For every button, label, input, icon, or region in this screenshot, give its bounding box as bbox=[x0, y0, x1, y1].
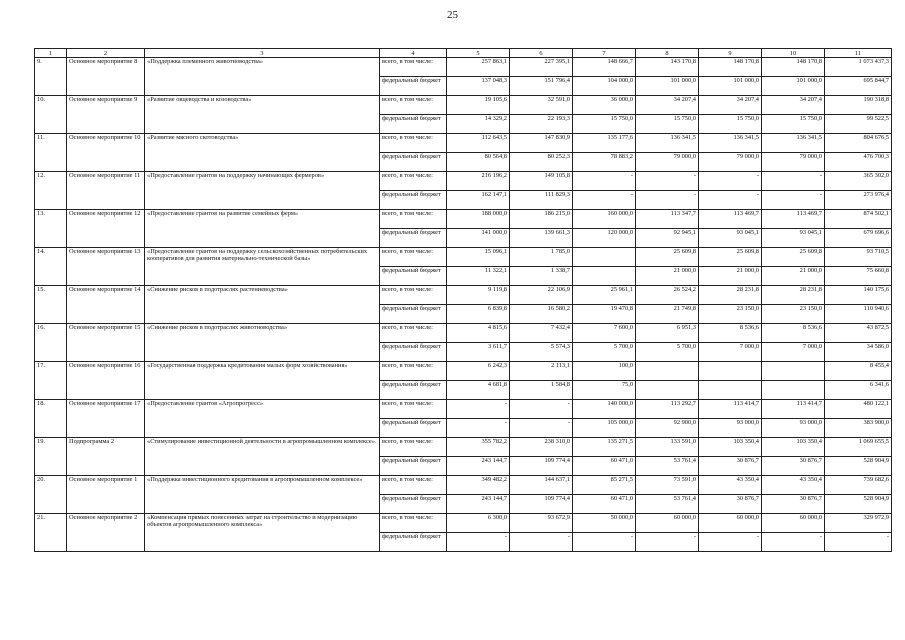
federal-value: - bbox=[573, 533, 636, 552]
federal-value: 79 000,0 bbox=[699, 153, 762, 172]
table-body bbox=[35, 49, 892, 552]
federal-value: 15 750,0 bbox=[636, 115, 699, 134]
total-value: 136 341,5 bbox=[762, 134, 825, 153]
total-value: - bbox=[573, 172, 636, 191]
federal-value: 11 322,1 bbox=[447, 267, 510, 286]
row-number: 20. bbox=[35, 476, 67, 514]
total-value bbox=[762, 362, 825, 381]
column-number-10: 10 bbox=[762, 49, 825, 58]
column-number-row bbox=[35, 49, 892, 58]
total-value: 32 591,0 bbox=[510, 96, 573, 115]
budget-table bbox=[34, 48, 892, 552]
federal-value: 243 144,7 bbox=[447, 495, 510, 514]
federal-value: 105 000,0 bbox=[573, 419, 636, 438]
funding-total-label: всего, в том числе: bbox=[380, 134, 447, 153]
table-row bbox=[35, 514, 892, 533]
funding-federal-label: федеральный бюджет bbox=[380, 495, 447, 514]
federal-value: - bbox=[762, 191, 825, 210]
federal-value: 15 750,0 bbox=[699, 115, 762, 134]
measure-type: Основное мероприятие 17 bbox=[67, 400, 145, 438]
column-number-9: 9 bbox=[699, 49, 762, 58]
row-number: 17. bbox=[35, 362, 67, 400]
total-value: 9 119,8 bbox=[447, 286, 510, 305]
total-value: 186 215,0 bbox=[510, 210, 573, 229]
total-value: 15 096,1 bbox=[447, 248, 510, 267]
table-row bbox=[35, 286, 892, 305]
table-row bbox=[35, 210, 892, 229]
total-value: 113 292,7 bbox=[636, 400, 699, 419]
federal-value: 60 471,0 bbox=[573, 457, 636, 476]
funding-federal-label: федеральный бюджет bbox=[380, 77, 447, 96]
total-value: 148 170,8 bbox=[699, 58, 762, 77]
federal-value: 79 000,0 bbox=[762, 153, 825, 172]
total-value: 160 000,0 bbox=[573, 210, 636, 229]
column-number-2: 2 bbox=[67, 49, 145, 58]
total-value: 73 591,0 bbox=[636, 476, 699, 495]
table-row bbox=[35, 324, 892, 343]
row-number: 14. bbox=[35, 248, 67, 286]
total-value: 1 073 437,3 bbox=[825, 58, 892, 77]
total-value: - bbox=[636, 172, 699, 191]
funding-total-label: всего, в том числе: bbox=[380, 438, 447, 457]
measure-name: «Компенсация прямых понесенных затрат на строительство и модернизацию объектов агропромышленного комплекса» bbox=[145, 514, 380, 552]
federal-value: 78 883,2 bbox=[573, 153, 636, 172]
funding-total-label: всего, в том числе: bbox=[380, 362, 447, 381]
funding-total-label: всего, в том числе: bbox=[380, 400, 447, 419]
federal-value: 99 522,5 bbox=[825, 115, 892, 134]
total-value: 60 000,0 bbox=[636, 514, 699, 533]
funding-total-label: всего, в том числе: bbox=[380, 514, 447, 533]
funding-federal-label: федеральный бюджет bbox=[380, 457, 447, 476]
funding-federal-label: федеральный бюджет bbox=[380, 381, 447, 400]
total-value: 140 000,0 bbox=[573, 400, 636, 419]
federal-value: 111 829,3 bbox=[510, 191, 573, 210]
total-value: 874 502,1 bbox=[825, 210, 892, 229]
federal-value: 14 329,2 bbox=[447, 115, 510, 134]
table-row bbox=[35, 400, 892, 419]
total-value: 113 347,7 bbox=[636, 210, 699, 229]
measure-type: Основное мероприятие 9 bbox=[67, 96, 145, 134]
total-value: 188 000,0 bbox=[447, 210, 510, 229]
measure-type: Основное мероприятие 13 bbox=[67, 248, 145, 286]
federal-value: 19 470,8 bbox=[573, 305, 636, 324]
table-row bbox=[35, 134, 892, 153]
column-number-11: 11 bbox=[825, 49, 892, 58]
total-value: 1 785,0 bbox=[510, 248, 573, 267]
measure-name: «Предоставление грантов на поддержку сельскохозяйственных потребительских кооперативов для развития материально-технической базы» bbox=[145, 248, 380, 286]
total-value: 34 207,4 bbox=[762, 96, 825, 115]
federal-value: 93 045,1 bbox=[762, 229, 825, 248]
federal-value: 21 000,0 bbox=[762, 267, 825, 286]
total-value: 133 591,0 bbox=[636, 438, 699, 457]
total-value: 6 951,3 bbox=[636, 324, 699, 343]
funding-total-label: всего, в том числе: bbox=[380, 210, 447, 229]
federal-value: 528 904,9 bbox=[825, 457, 892, 476]
total-value: 148 666,7 bbox=[573, 58, 636, 77]
column-number-3: 3 bbox=[145, 49, 380, 58]
measure-type: Основное мероприятие 2 bbox=[67, 514, 145, 552]
federal-value: 15 750,0 bbox=[762, 115, 825, 134]
federal-value: 30 876,7 bbox=[699, 457, 762, 476]
table-row bbox=[35, 438, 892, 457]
funding-federal-label: федеральный бюджет bbox=[380, 267, 447, 286]
row-number: 21. bbox=[35, 514, 67, 552]
federal-value bbox=[699, 381, 762, 400]
row-number: 15. bbox=[35, 286, 67, 324]
measure-name: «Снижение рисков в подотраслях животноводства» bbox=[145, 324, 380, 362]
row-number: 12. bbox=[35, 172, 67, 210]
measure-name: «Развитие овцеводства и козоводства» bbox=[145, 96, 380, 134]
measure-type: Основное мероприятие 16 bbox=[67, 362, 145, 400]
federal-value: 7 000,0 bbox=[699, 343, 762, 362]
total-value: 60 000,0 bbox=[699, 514, 762, 533]
table-row bbox=[35, 476, 892, 495]
total-value: 147 830,9 bbox=[510, 134, 573, 153]
federal-value: 109 774,4 bbox=[510, 495, 573, 514]
federal-value: - bbox=[825, 533, 892, 552]
federal-value: 109 774,4 bbox=[510, 457, 573, 476]
total-value: 93 672,9 bbox=[510, 514, 573, 533]
row-number: 19. bbox=[35, 438, 67, 476]
federal-value: 528 904,9 bbox=[825, 495, 892, 514]
total-value: 50 000,0 bbox=[573, 514, 636, 533]
funding-federal-label: федеральный бюджет bbox=[380, 533, 447, 552]
measure-type: Основное мероприятие 15 bbox=[67, 324, 145, 362]
total-value: 804 676,5 bbox=[825, 134, 892, 153]
funding-total-label: всего, в том числе: bbox=[380, 286, 447, 305]
total-value: 8 455,4 bbox=[825, 362, 892, 381]
measure-type: Основное мероприятие 12 bbox=[67, 210, 145, 248]
measure-name: «Предоставление грантов на поддержку начинающих фермеров» bbox=[145, 172, 380, 210]
federal-value: 273 976,4 bbox=[825, 191, 892, 210]
row-number: 18. bbox=[35, 400, 67, 438]
total-value: 19 105,6 bbox=[447, 96, 510, 115]
funding-federal-label: федеральный бюджет bbox=[380, 115, 447, 134]
total-value: 43 350,4 bbox=[762, 476, 825, 495]
total-value: 22 106,9 bbox=[510, 286, 573, 305]
measure-type: Основное мероприятие 10 bbox=[67, 134, 145, 172]
total-value: 34 207,4 bbox=[699, 96, 762, 115]
total-value: 7 600,0 bbox=[573, 324, 636, 343]
federal-value: 21 749,8 bbox=[636, 305, 699, 324]
federal-value: 6 839,8 bbox=[447, 305, 510, 324]
total-value: - bbox=[762, 172, 825, 191]
total-value: 257 863,1 bbox=[447, 58, 510, 77]
federal-value: 5 700,0 bbox=[636, 343, 699, 362]
federal-value: 110 940,6 bbox=[825, 305, 892, 324]
federal-value: 75,0 bbox=[573, 381, 636, 400]
funding-federal-label: федеральный бюджет bbox=[380, 191, 447, 210]
total-value: 365 302,0 bbox=[825, 172, 892, 191]
federal-value bbox=[636, 381, 699, 400]
measure-type: Основное мероприятие 14 bbox=[67, 286, 145, 324]
federal-value: 93 045,1 bbox=[699, 229, 762, 248]
measure-name: «Поддержка инвестиционного кредитования в агропромышленном комплексе» bbox=[145, 476, 380, 514]
federal-value: 151 796,4 bbox=[510, 77, 573, 96]
federal-value: 23 150,0 bbox=[699, 305, 762, 324]
federal-value: 101 000,0 bbox=[699, 77, 762, 96]
total-value: - bbox=[699, 172, 762, 191]
total-value: 85 271,5 bbox=[573, 476, 636, 495]
funding-total-label: всего, в том числе: bbox=[380, 324, 447, 343]
funding-total-label: всего, в том числе: bbox=[380, 172, 447, 191]
total-value: 8 536,6 bbox=[699, 324, 762, 343]
total-value: 26 524,2 bbox=[636, 286, 699, 305]
total-value: 25 609,8 bbox=[636, 248, 699, 267]
total-value: - bbox=[447, 400, 510, 419]
federal-value: 695 844,7 bbox=[825, 77, 892, 96]
table-row bbox=[35, 172, 892, 191]
federal-value: 80 252,3 bbox=[510, 153, 573, 172]
measure-name: «Поддержка племенного животноводства» bbox=[145, 58, 380, 96]
measure-type: Основное мероприятие 8 bbox=[67, 58, 145, 96]
federal-value: 30 876,7 bbox=[762, 457, 825, 476]
federal-value: 141 000,0 bbox=[447, 229, 510, 248]
total-value: 227 395,1 bbox=[510, 58, 573, 77]
total-value: 28 231,8 bbox=[699, 286, 762, 305]
total-value: 93 710,5 bbox=[825, 248, 892, 267]
federal-value: 1 338,7 bbox=[510, 267, 573, 286]
federal-value: 101 000,0 bbox=[636, 77, 699, 96]
total-value: 103 350,4 bbox=[762, 438, 825, 457]
total-value: 349 482,2 bbox=[447, 476, 510, 495]
total-value: 739 682,6 bbox=[825, 476, 892, 495]
federal-value: 15 750,0 bbox=[573, 115, 636, 134]
total-value: 143 170,8 bbox=[636, 58, 699, 77]
federal-value bbox=[573, 267, 636, 286]
measure-name: «Снижение рисков в подотраслях растениеводства» bbox=[145, 286, 380, 324]
column-number-4: 4 bbox=[380, 49, 447, 58]
total-value: 2 113,1 bbox=[510, 362, 573, 381]
total-value: 136 341,5 bbox=[636, 134, 699, 153]
federal-value: 30 876,7 bbox=[699, 495, 762, 514]
row-number: 11. bbox=[35, 134, 67, 172]
total-value: 43 872,5 bbox=[825, 324, 892, 343]
federal-value: 104 000,0 bbox=[573, 77, 636, 96]
column-number-8: 8 bbox=[636, 49, 699, 58]
row-number: 13. bbox=[35, 210, 67, 248]
measure-name: «Предоставление грантов на развитие семейных ферм» bbox=[145, 210, 380, 248]
federal-value: 23 150,0 bbox=[762, 305, 825, 324]
table-row bbox=[35, 58, 892, 77]
federal-value: - bbox=[699, 191, 762, 210]
row-number: 9. bbox=[35, 58, 67, 96]
total-value: 480 122,1 bbox=[825, 400, 892, 419]
federal-value: 21 000,0 bbox=[636, 267, 699, 286]
total-value: 7 432,4 bbox=[510, 324, 573, 343]
federal-value: - bbox=[447, 533, 510, 552]
page-number: 25 bbox=[447, 9, 458, 21]
federal-value: 21 000,0 bbox=[699, 267, 762, 286]
funding-federal-label: федеральный бюджет bbox=[380, 153, 447, 172]
total-value: 190 318,8 bbox=[825, 96, 892, 115]
federal-value: 92 900,0 bbox=[636, 419, 699, 438]
total-value: 36 000,0 bbox=[573, 96, 636, 115]
column-number-7: 7 bbox=[573, 49, 636, 58]
federal-value: 93 000,0 bbox=[762, 419, 825, 438]
federal-value: 92 945,1 bbox=[636, 229, 699, 248]
measure-name: «Стимулирование инвестиционной деятельности в агропромышленном комплексе». bbox=[145, 438, 380, 476]
federal-value: - bbox=[510, 419, 573, 438]
row-number: 10. bbox=[35, 96, 67, 134]
total-value: 4 815,6 bbox=[447, 324, 510, 343]
funding-federal-label: федеральный бюджет bbox=[380, 229, 447, 248]
total-value: 100,0 bbox=[573, 362, 636, 381]
total-value bbox=[636, 362, 699, 381]
total-value: 60 000,0 bbox=[762, 514, 825, 533]
table-row bbox=[35, 362, 892, 381]
federal-value: 1 584,8 bbox=[510, 381, 573, 400]
total-value: 103 350,4 bbox=[699, 438, 762, 457]
total-value: 6 300,0 bbox=[447, 514, 510, 533]
funding-federal-label: федеральный бюджет bbox=[380, 419, 447, 438]
federal-value: 5 700,0 bbox=[573, 343, 636, 362]
measure-name: «Государственная поддержка кредитования малых форм хозяйствования» bbox=[145, 362, 380, 400]
funding-total-label: всего, в том числе: bbox=[380, 58, 447, 77]
federal-value: 16 580,2 bbox=[510, 305, 573, 324]
federal-value: - bbox=[636, 533, 699, 552]
federal-value: 139 661,3 bbox=[510, 229, 573, 248]
total-value bbox=[699, 362, 762, 381]
total-value: 25 609,8 bbox=[699, 248, 762, 267]
measure-name: «Предоставление грантов «Агропрогресс» bbox=[145, 400, 380, 438]
federal-value: - bbox=[636, 191, 699, 210]
federal-value: 243 144,7 bbox=[447, 457, 510, 476]
total-value: 136 341,5 bbox=[699, 134, 762, 153]
federal-value: 22 193,3 bbox=[510, 115, 573, 134]
federal-value: - bbox=[762, 533, 825, 552]
federal-value: 101 000,0 bbox=[762, 77, 825, 96]
total-value: 113 469,7 bbox=[699, 210, 762, 229]
federal-value: 383 900,0 bbox=[825, 419, 892, 438]
measure-type: Основное мероприятие 11 bbox=[67, 172, 145, 210]
total-value: 1 069 655,5 bbox=[825, 438, 892, 457]
federal-value: 80 564,8 bbox=[447, 153, 510, 172]
total-value: 112 643,5 bbox=[447, 134, 510, 153]
funding-total-label: всего, в том числе: bbox=[380, 248, 447, 267]
federal-value: 30 876,7 bbox=[762, 495, 825, 514]
federal-value: 162 147,1 bbox=[447, 191, 510, 210]
total-value: 355 782,2 bbox=[447, 438, 510, 457]
federal-value: - bbox=[447, 419, 510, 438]
column-number-5: 5 bbox=[447, 49, 510, 58]
total-value: 113 414,7 bbox=[699, 400, 762, 419]
total-value: 149 105,8 bbox=[510, 172, 573, 191]
federal-value: 93 000,0 bbox=[699, 419, 762, 438]
federal-value: 5 574,3 bbox=[510, 343, 573, 362]
total-value: 216 196,2 bbox=[447, 172, 510, 191]
total-value: 113 414,7 bbox=[762, 400, 825, 419]
total-value: 8 536,6 bbox=[762, 324, 825, 343]
total-value: - bbox=[510, 400, 573, 419]
federal-value: - bbox=[510, 533, 573, 552]
funding-total-label: всего, в том числе: bbox=[380, 96, 447, 115]
federal-value: 79 000,0 bbox=[636, 153, 699, 172]
funding-total-label: всего, в том числе: bbox=[380, 476, 447, 495]
total-value: 28 231,8 bbox=[762, 286, 825, 305]
total-value: 6 242,3 bbox=[447, 362, 510, 381]
table-row bbox=[35, 96, 892, 115]
federal-value: 476 700,3 bbox=[825, 153, 892, 172]
table-row bbox=[35, 248, 892, 267]
total-value bbox=[573, 248, 636, 267]
federal-value bbox=[762, 381, 825, 400]
total-value: 113 469,7 bbox=[762, 210, 825, 229]
federal-value: 3 611,7 bbox=[447, 343, 510, 362]
column-number-6: 6 bbox=[510, 49, 573, 58]
total-value: 238 310,0 bbox=[510, 438, 573, 457]
federal-value: 75 660,8 bbox=[825, 267, 892, 286]
federal-value: 679 696,6 bbox=[825, 229, 892, 248]
federal-value: 4 681,8 bbox=[447, 381, 510, 400]
funding-federal-label: федеральный бюджет bbox=[380, 343, 447, 362]
total-value: 148 170,8 bbox=[762, 58, 825, 77]
total-value: 25 961,1 bbox=[573, 286, 636, 305]
federal-value: - bbox=[699, 533, 762, 552]
total-value: 34 207,4 bbox=[636, 96, 699, 115]
column-number-1: 1 bbox=[35, 49, 67, 58]
federal-value: 120 000,0 bbox=[573, 229, 636, 248]
federal-value: 60 471,0 bbox=[573, 495, 636, 514]
federal-value: 34 586,0 bbox=[825, 343, 892, 362]
federal-value: 7 000,0 bbox=[762, 343, 825, 362]
measure-name: «Развитие мясного скотоводства» bbox=[145, 134, 380, 172]
funding-federal-label: федеральный бюджет bbox=[380, 305, 447, 324]
total-value: 25 609,8 bbox=[762, 248, 825, 267]
measure-type: Основное мероприятие 1 bbox=[67, 476, 145, 514]
federal-value: 137 048,3 bbox=[447, 77, 510, 96]
measure-type: Подпрограмма 2 bbox=[67, 438, 145, 476]
total-value: 135 177,6 bbox=[573, 134, 636, 153]
federal-value: 53 761,4 bbox=[636, 457, 699, 476]
federal-value: 53 761,4 bbox=[636, 495, 699, 514]
total-value: 43 350,4 bbox=[699, 476, 762, 495]
total-value: 140 175,6 bbox=[825, 286, 892, 305]
total-value: 144 637,1 bbox=[510, 476, 573, 495]
federal-value: 6 341,6 bbox=[825, 381, 892, 400]
federal-value: - bbox=[573, 191, 636, 210]
row-number: 16. bbox=[35, 324, 67, 362]
total-value: 329 972,9 bbox=[825, 514, 892, 533]
total-value: 135 271,5 bbox=[573, 438, 636, 457]
